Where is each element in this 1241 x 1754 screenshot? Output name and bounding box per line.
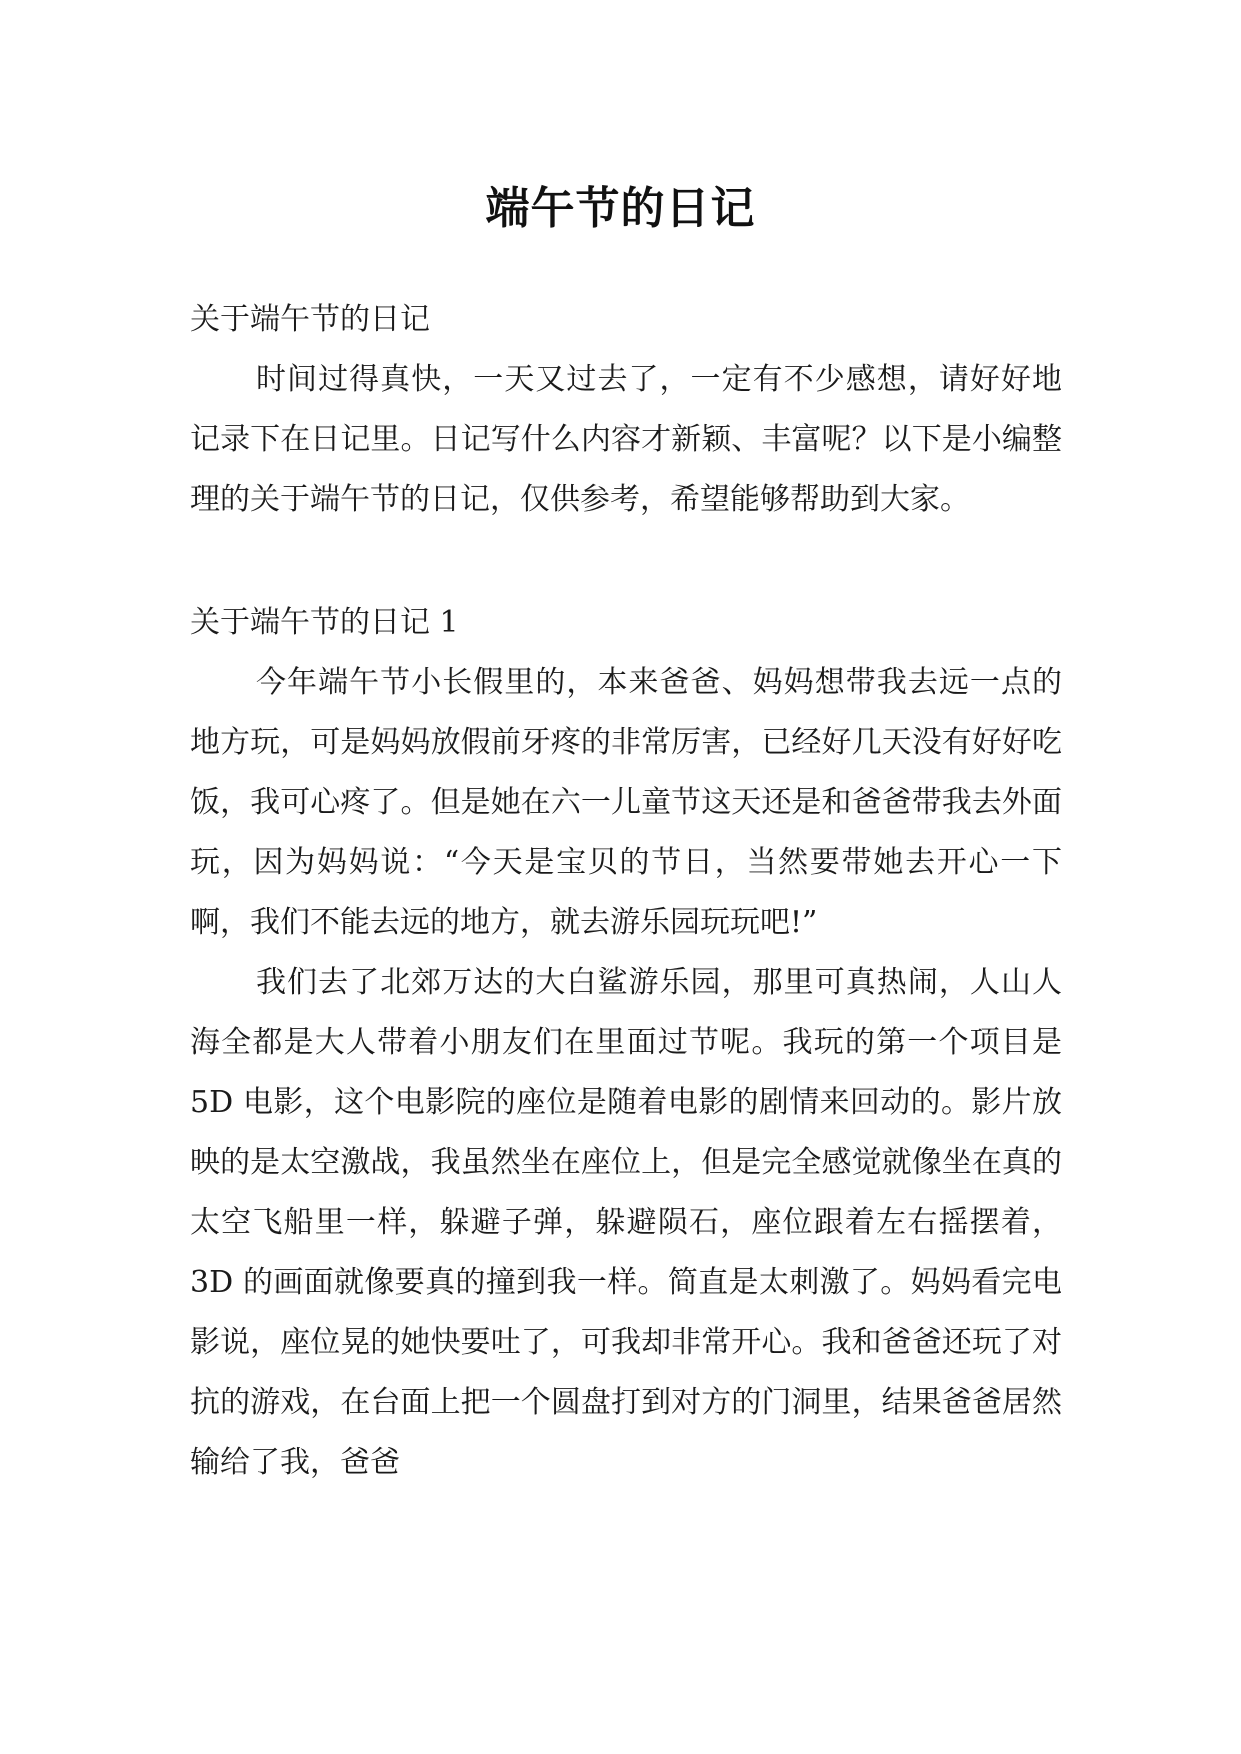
intro-paragraph: 时间过得真快，一天又过去了，一定有不少感想，请好好地记录下在日记里。日记写什么内容才新颖、丰富呢？以下是小编整理的关于端午节的日记，仅供参考，希望能够帮助到大家。 <box>190 362 1062 517</box>
body-paragraph-2: 我们去了北郊万达的大白鲨游乐园，那里可真热闹，人山人海全都是大人带着小朋友们在里面过节呢。我玩的第一个项目是 5D 电影，这个电影院的座位是随着电影的剧情来回动的。影片放映的是太空激战，我虽然坐在座位上，但是完全感觉就像坐在真的太空飞船里一样，躲避子弹，躲避陨石，座位跟着左右摇摆着，3D 的画面就像要真的撞到我一样。简直是太刺激了。妈妈看完电影说，座位晃的她快要吐了，可我却非常开心。我和爸爸还玩了对抗的游戏，在台面上把一个圆盘打到对方的门洞里，结果爸爸居然输给了我，爸爸 <box>190 965 1062 1480</box>
intro-heading: 关于端午节的日记 <box>190 302 430 337</box>
body-paragraph-1: 今年端午节小长假里的，本来爸爸、妈妈想带我去远一点的地方玩，可是妈妈放假前牙疼的非常厉害，已经好几天没有好好吃饭，我可心疼了。但是她在六一儿童节这天还是和爸爸带我去外面玩，因为妈妈说：“今天是宝贝的节日，当然要带她去开心一下啊，我们不能去远的地方，就去游乐园玩玩吧!” <box>190 665 1062 940</box>
document-title: 端午节的日记 <box>485 183 756 235</box>
section-heading: 关于端午节的日记 1 <box>190 605 459 640</box>
document-body <box>190 290 1062 1493</box>
section-spacer <box>190 530 1062 593</box>
